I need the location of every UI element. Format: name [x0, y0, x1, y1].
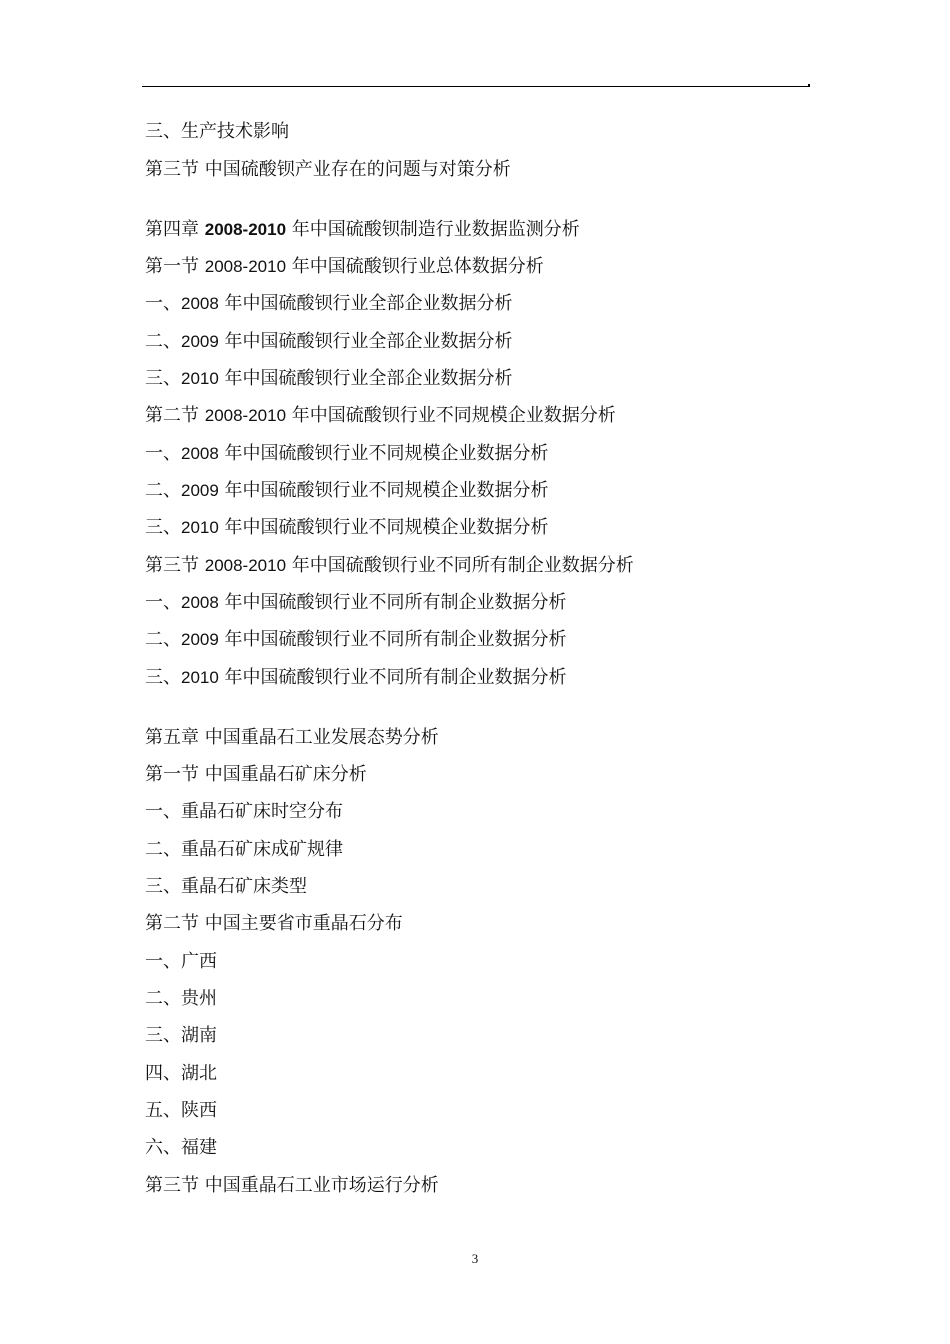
toc-entry-year: 2010	[181, 668, 219, 687]
toc-entry	[145, 1026, 217, 1046]
toc-entry	[145, 593, 567, 613]
toc-entry	[145, 406, 616, 426]
toc-entry-title: 年中国硫酸钡行业不同规模企业数据分析	[218, 443, 549, 464]
toc-entry	[145, 914, 403, 934]
toc-entry-year: 2010	[181, 518, 219, 537]
toc-entry-year: 2008-2010	[204, 406, 287, 425]
toc-entry-year: 2008	[181, 444, 219, 463]
toc-entry-prefix: 一、广西	[145, 951, 217, 972]
toc-entry-title: 年中国硫酸钡行业全部企业数据分析	[218, 331, 513, 352]
toc-entry-year: 2010	[181, 369, 219, 388]
toc-entry-prefix: 三、湖南	[145, 1025, 217, 1046]
toc-entry-prefix: 三、	[145, 368, 181, 389]
toc-entry-year: 2008-2010	[204, 257, 287, 276]
toc-entry-prefix: 一、	[145, 293, 181, 314]
toc-entry	[145, 840, 343, 860]
toc-entry	[145, 765, 367, 785]
toc-entry-prefix: 二、贵州	[145, 988, 217, 1009]
toc-entry	[145, 802, 343, 822]
toc-entry-prefix: 二、	[145, 629, 181, 650]
toc-entry	[145, 556, 634, 576]
toc-entry	[145, 989, 217, 1009]
toc-entry-year: 2008	[181, 294, 219, 313]
toc-entry-prefix: 第二节 中国主要省市重晶石分布	[145, 913, 403, 934]
toc-entry-title: 年中国硫酸钡行业不同规模企业数据分析	[218, 480, 549, 501]
toc-entry	[145, 332, 513, 352]
toc-entry	[145, 122, 289, 142]
toc-entry	[145, 257, 544, 277]
toc-entry	[145, 1176, 439, 1196]
toc-entry	[145, 952, 217, 972]
toc-entry-title: 年中国硫酸钡行业不同规模企业数据分析	[218, 517, 549, 538]
toc-entry-year: 2009	[181, 481, 219, 500]
toc-entry-prefix: 一、	[145, 592, 181, 613]
toc-entry	[145, 1101, 217, 1121]
toc-entry	[145, 220, 580, 240]
toc-entry-title: 年中国硫酸钡行业不同所有制企业数据分析	[218, 667, 567, 688]
toc-entry-prefix: 二、重晶石矿床成矿规律	[145, 839, 343, 860]
toc-entry	[145, 668, 567, 688]
toc-entry-title: 年中国硫酸钡行业不同规模企业数据分析	[286, 405, 616, 426]
toc-entry-prefix: 一、重晶石矿床时空分布	[145, 801, 343, 822]
toc-entry-prefix: 第一节 中国重晶石矿床分析	[145, 764, 367, 785]
toc-entry-year: 2008	[181, 593, 219, 612]
toc-entry	[145, 1064, 217, 1084]
toc-entry-title: 年中国硫酸钡行业总体数据分析	[286, 256, 544, 277]
toc-entry-year: 2009	[181, 630, 219, 649]
toc-entry	[145, 444, 549, 464]
page-number: 3	[471, 1251, 479, 1266]
toc-entry-title: 年中国硫酸钡行业不同所有制企业数据分析	[286, 555, 634, 576]
toc-entry-prefix: 二、	[145, 480, 181, 501]
toc-entry-title: 年中国硫酸钡行业不同所有制企业数据分析	[218, 629, 567, 650]
toc-entry-prefix: 六、福建	[145, 1137, 217, 1158]
toc-entry	[145, 630, 567, 650]
toc-entry-prefix: 第三节	[145, 555, 205, 576]
toc-entry-prefix: 三、生产技术影响	[145, 121, 289, 142]
toc-entry-prefix: 三、	[145, 517, 181, 538]
toc-entry	[145, 160, 511, 180]
toc-entry-year: 2009	[181, 332, 219, 351]
toc-entry	[145, 518, 549, 538]
toc-entry-year: 2008-2010	[204, 220, 287, 239]
toc-entry-prefix: 第三节 中国重晶石工业市场运行分析	[145, 1175, 439, 1196]
toc-entry-prefix: 第三节 中国硫酸钡产业存在的问题与对策分析	[145, 159, 511, 180]
toc-entry-prefix: 五、陕西	[145, 1100, 217, 1121]
toc-entry	[145, 877, 307, 897]
toc-entry-title: 年中国硫酸钡行业不同所有制企业数据分析	[218, 592, 567, 613]
toc-entry	[145, 294, 513, 314]
toc-entry-prefix: 三、	[145, 667, 181, 688]
toc-entry-year: 2008-2010	[204, 556, 287, 575]
toc-entry-title: 年中国硫酸钡行业全部企业数据分析	[218, 368, 513, 389]
toc-entry	[145, 369, 513, 389]
toc-entry-prefix: 第二节	[145, 405, 205, 426]
toc-entry	[145, 728, 439, 748]
toc-entry-title: 年中国硫酸钡制造行业数据监测分析	[286, 219, 580, 240]
toc-entry-prefix: 第五章 中国重晶石工业发展态势分析	[145, 727, 439, 748]
toc-entry-prefix: 一、	[145, 443, 181, 464]
toc-entry-title: 年中国硫酸钡行业全部企业数据分析	[218, 293, 513, 314]
header-rule-end-mark	[808, 84, 810, 87]
toc-entry	[145, 1138, 217, 1158]
toc-entry	[145, 481, 549, 501]
toc-entry-prefix: 四、湖北	[145, 1063, 217, 1084]
toc-entry-prefix: 三、重晶石矿床类型	[145, 876, 307, 897]
toc-entry-prefix: 第一节	[145, 256, 205, 277]
header-rule	[142, 86, 809, 87]
toc-entry-prefix: 第四章	[145, 219, 205, 240]
toc-entry-prefix: 二、	[145, 331, 181, 352]
